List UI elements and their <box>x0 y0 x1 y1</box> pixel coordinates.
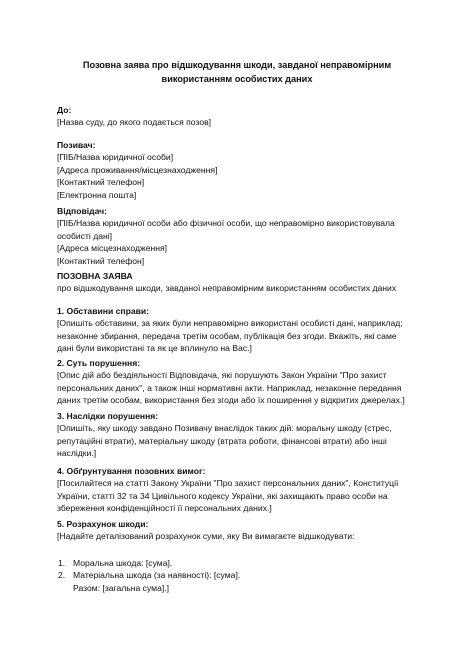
defendant-phone: [Контактний телефон] <box>57 255 145 266</box>
defendant-name-line-1: [ПІБ/Назва юридичної особи або фізичної особи, що неправомірно використовувала <box>57 218 395 229</box>
title-line-2: використанням особистих даних <box>161 73 313 84</box>
claim-heading: ПОЗОВНА ЗАЯВА <box>57 271 133 281</box>
calculation-list <box>57 557 419 594</box>
to-heading: До: <box>57 105 72 115</box>
consequences-heading: 3. Наслідки порушення: <box>57 411 159 421</box>
grounds-line-1: [Посилайтеся на статті Закону України "Про захист персональних даних", Конституції <box>57 478 399 489</box>
section-calculation <box>57 518 419 594</box>
calculation-heading: 5. Розрахунок шкоди: <box>57 519 149 529</box>
plaintiff-email: [Електронна пошта] <box>57 189 137 200</box>
section-violation <box>57 357 419 407</box>
grounds-heading: 4. Обґрунтування позовних вимог: <box>57 466 206 476</box>
consequences-line-2: репутаційні втрати), матеріальну шкоду (втрата роботи, фінансові втрати) або інші <box>57 435 387 446</box>
consequences-line-3: наслідки.] <box>57 448 97 459</box>
plaintiff-phone: [Контактний телефон] <box>57 177 145 188</box>
list-item-text: Матеріальна шкода (за наявності): [сума]. <box>73 570 241 581</box>
grounds-line-3: збереження конфіденційності її персональних даних.] <box>57 503 272 514</box>
list-total <box>57 582 419 594</box>
section-grounds <box>57 465 419 515</box>
list-item-text: Моральна шкода: [сума]. <box>73 557 173 568</box>
plaintiff-section <box>57 139 419 201</box>
circumstances-heading: 1. Обставини справи: <box>57 306 150 316</box>
list-item-number: 1. <box>58 557 66 568</box>
circumstances-line-2: незаконне збирання, передача третім особам, публікація без згоди. Вкажіть, які саме <box>57 330 397 341</box>
to-section <box>57 104 419 129</box>
defendant-address: [Адреса місцезнаходження] <box>57 243 168 254</box>
document-title <box>60 59 414 87</box>
court-name: [Назва суду, до якого подається позов] <box>57 117 212 128</box>
grounds-line-2: України, статті 32 та 34 Цивільного кодексу України, які захищають право особи на <box>57 490 388 501</box>
violation-line-1: [Опис дій або бездіяльності Відповідача, які порушують Закон України "Про захист <box>57 370 387 381</box>
claim-header <box>57 270 419 295</box>
list-item-number: 2. <box>58 570 66 581</box>
calculation-intro: [Надайте деталізований розрахунок суми, яку Ви вимагаєте відшкодувати: <box>57 531 355 542</box>
circumstances-line-3: дані були використані та як це вплинуло на Вас.] <box>57 343 252 354</box>
plaintiff-name: [ПІБ/Назва юридичної особи] <box>57 152 174 163</box>
defendant-heading: Відповідач: <box>57 206 108 216</box>
circumstances-line-1: [Опишіть обставини, за яких були неправомірно використані особисті дані, наприклад: <box>57 318 403 329</box>
defendant-section <box>57 205 419 267</box>
plaintiff-address: [Адреса проживання/місцезнаходження] <box>57 164 218 175</box>
violation-line-2: персональних даних", а також інші нормативні акти. Наприклад, незаконне передання <box>57 382 402 393</box>
section-circumstances <box>57 305 419 355</box>
defendant-name-line-2: особисті дані] <box>57 230 113 241</box>
violation-heading: 2. Суть порушення: <box>57 358 141 368</box>
title-line-1: Позовна заява про відшкодування шкоди, завданої неправомірним <box>82 60 392 70</box>
section-consequences <box>57 410 419 460</box>
list-item <box>57 557 419 569</box>
list-item <box>57 569 419 581</box>
violation-line-3: даних третім особам, використання без згоди або їх поширення у відкритих джерелах.] <box>57 395 405 406</box>
claim-subtitle: про відшкодування шкоди, завданої неправомірним використанням особистих даних <box>57 283 397 294</box>
plaintiff-heading: Позивач: <box>57 140 96 150</box>
calculation-total: Разом: [загальна сума].] <box>73 582 170 593</box>
consequences-line-1: [Опишіть, яку шкоду завдано Позивачу внаслідок таких дій: моральну шкоду (стрес, <box>57 423 392 434</box>
